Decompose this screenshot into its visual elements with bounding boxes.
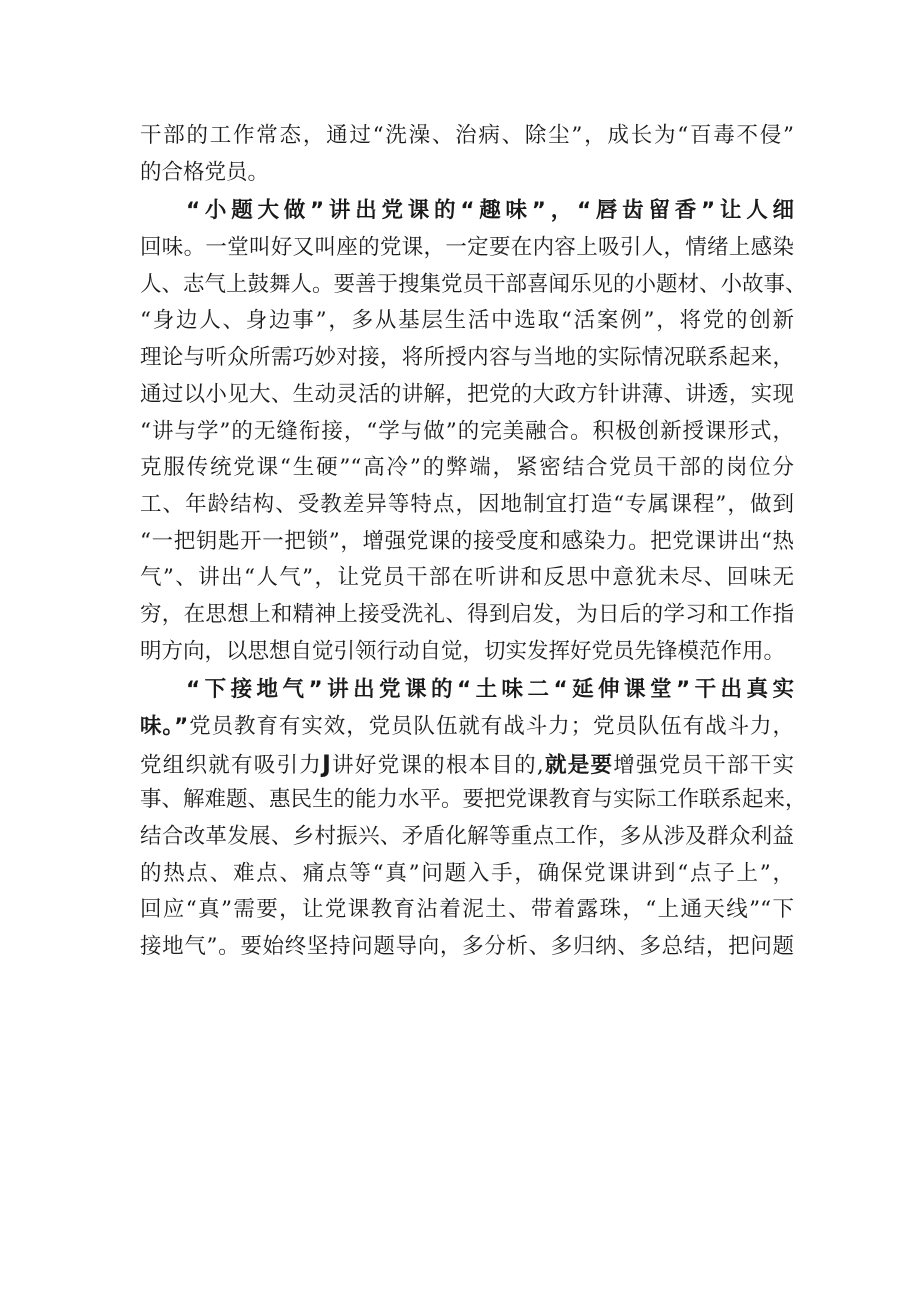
text-line: 结合改革发展、乡村振兴、矛盾化解等重点工作，多从涉及群众利益: [140, 824, 794, 850]
stray-glyph: J: [321, 749, 331, 778]
text-line: 人、志气上鼓舞人。要善于搜集党员干部喜闻乐见的小题材、小故事、: [140, 271, 807, 297]
text-segment: 党员教育有实效，党员队伍就有战斗力；党员队伍有战斗力，: [188, 714, 794, 739]
text-line: 克服传统党课“生硬”“高冷”的弊端，紧密结合党员干部的岗位分: [140, 455, 794, 481]
text-line: 回应“真”需要，让党课教育沾着泥土、带着露珠，“上通天线”“下: [140, 897, 794, 923]
text-line: 通过以小见大、生动灵活的讲解，把党的大政方针讲薄、讲透，实现: [140, 381, 794, 407]
text-line: “讲与学”的无缝衔接，“学与做”的完美融合。积极创新授课形式，: [140, 418, 794, 444]
text-line: 明方向，以思想自觉引领行动自觉，切实发挥好党员先锋模范作用。: [140, 638, 786, 664]
text-segment: 讲好党课的根本目的,: [330, 752, 544, 778]
text-line: 的热点、难点、痛点等“真”问题入手，确保党课讲到“点子上”，: [140, 860, 794, 886]
text-segment: 增强党员干部干实: [613, 752, 794, 778]
text-line: 气”、讲出“人气”，让党员干部在听讲和反思中意犹未尽、回味无: [140, 565, 794, 591]
document-page: [140, 118, 807, 966]
text-line: 干部的工作常态，通过“洗澡、治病、除尘”，成长为“百毒不侵”: [140, 123, 794, 148]
text-line: 理论与听众所需巧妙对接，将所授内容与当地的实际情况联系起来，: [140, 345, 794, 371]
paragraph-heading: “小题大做”讲出党课的“趣味”，“唇齿留香”让人细: [186, 198, 794, 224]
text-line: “身边人、身边事”，多从基层生活中选取“活案例”，将党的创新: [140, 308, 794, 334]
text-line: 穷，在思想上和精神上接受洗礼、得到启发，为日后的学习和工作指: [140, 601, 794, 627]
text-line: 事、解难题、惠民生的能力水平。要把党课教育与实际工作联系起来，: [140, 787, 807, 813]
paragraph-heading: “下接地气”讲出党课的“土味二“延伸课堂”干出真实: [186, 677, 794, 703]
text-line: 接地气”。要始终坚持问题导向，多分析、多归纳、多总结，把问题: [140, 934, 794, 960]
heading-continuation: 味。”: [140, 714, 189, 739]
text-line: [140, 709, 794, 746]
text-line: [140, 746, 794, 783]
text-line: 的合格党员。: [140, 159, 270, 185]
bold-phrase: 就是要: [543, 752, 614, 778]
text-line: “一把钥匙开一把锁”，增强党课的接受度和感染力。把党课讲出“热: [140, 528, 794, 554]
text-line: 工、年龄结构、受教差异等特点，因地制宜打造“专属课程”，做到: [140, 491, 794, 517]
text-line: 回味。一堂叫好又叫座的党课，一定要在内容上吸引人，情绪上感染: [140, 235, 794, 261]
text-segment: 党组织就有吸引力: [140, 752, 322, 778]
